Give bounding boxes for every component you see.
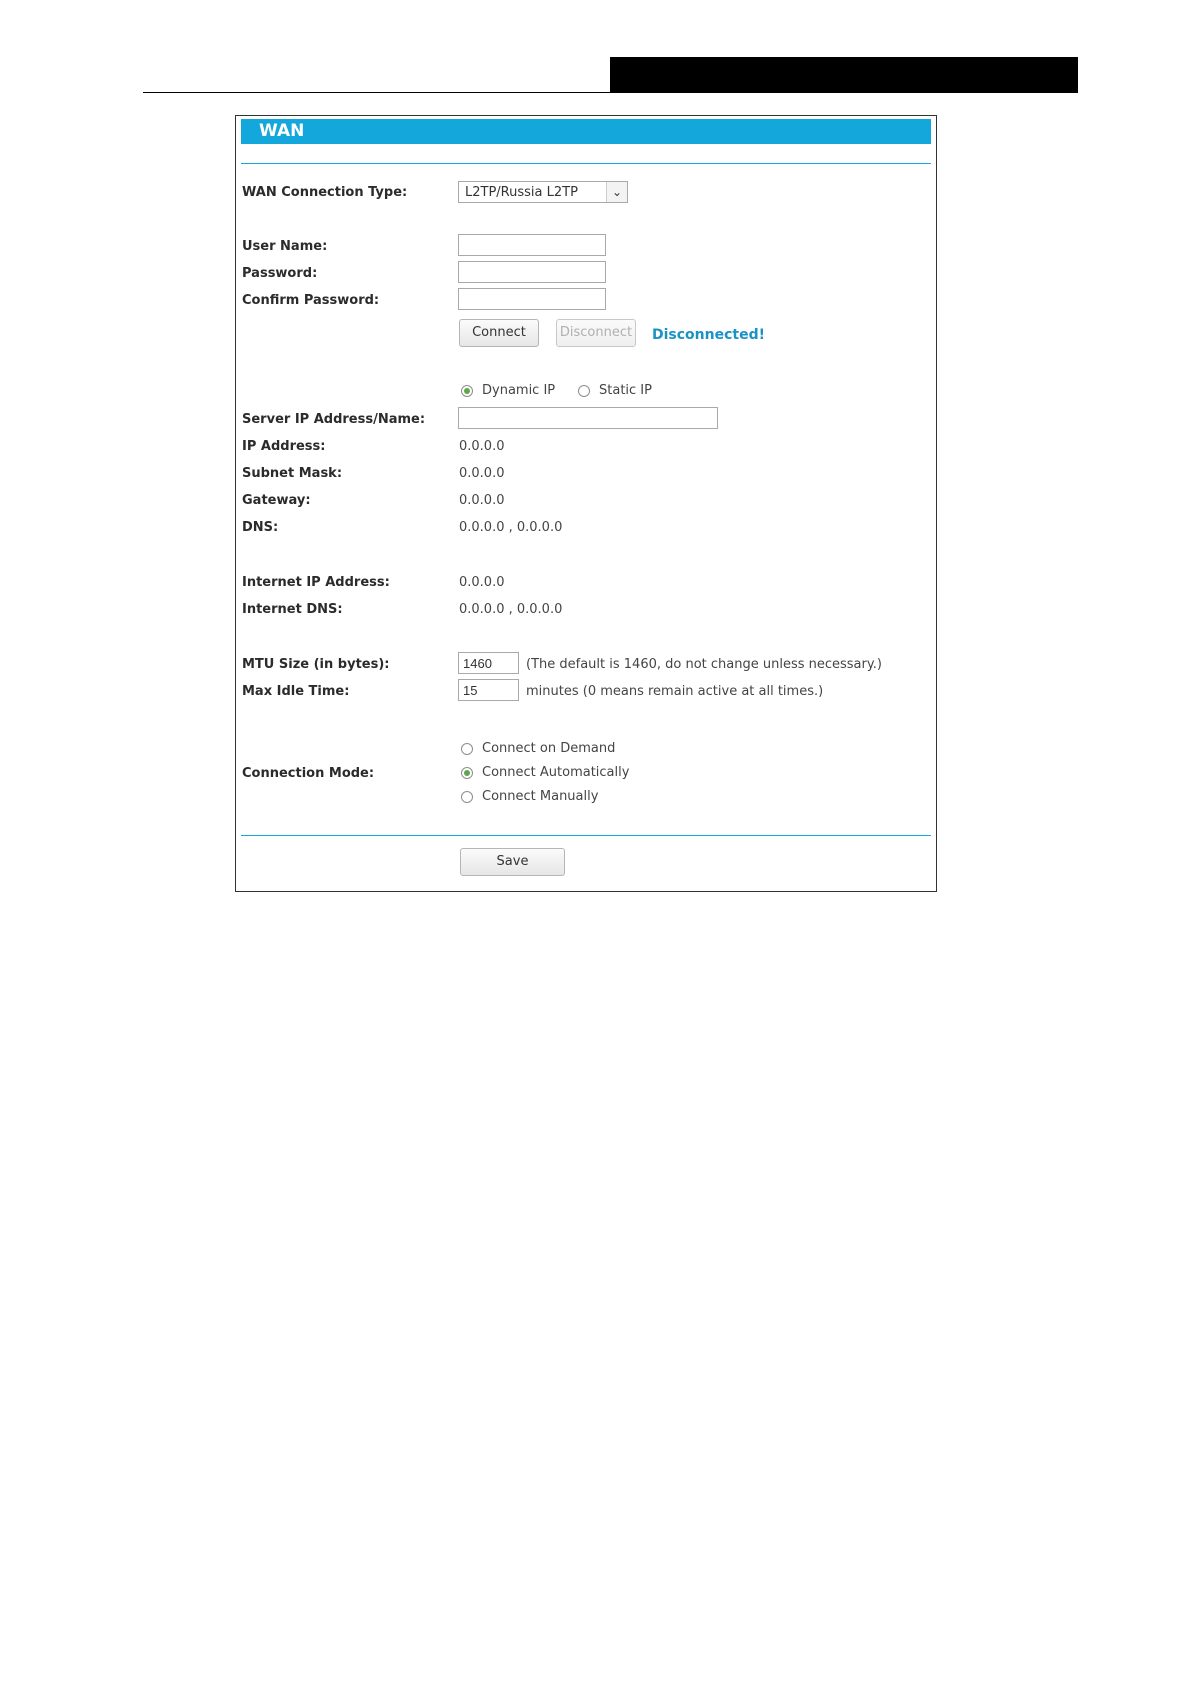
connection-mode-label: Connection Mode:: [242, 766, 375, 781]
connect-automatically-label: Connect Automatically: [482, 765, 630, 780]
password-input[interactable]: [458, 261, 606, 283]
server-input[interactable]: [458, 407, 718, 429]
server-label: Server IP Address/Name:: [242, 412, 426, 427]
disconnect-button[interactable]: Disconnect: [556, 319, 636, 347]
ip-address-label: IP Address:: [242, 439, 326, 454]
gateway-label: Gateway:: [242, 493, 311, 508]
username-input[interactable]: [458, 234, 606, 256]
panel-header: [241, 119, 931, 144]
internet-ip-label: Internet IP Address:: [242, 575, 390, 590]
connect-on-demand-radio[interactable]: [461, 743, 473, 755]
dynamic-ip-radio[interactable]: [461, 385, 473, 397]
connect-manually-label: Connect Manually: [482, 789, 599, 804]
connection-type-select[interactable]: [458, 181, 628, 203]
subnet-mask-label: Subnet Mask:: [242, 466, 343, 481]
chevron-down-icon: ⌄: [606, 182, 627, 202]
connect-manually-radio[interactable]: [461, 791, 473, 803]
panel-title: WAN: [259, 121, 305, 141]
mtu-input[interactable]: [458, 652, 519, 674]
confirm-password-label: Confirm Password:: [242, 293, 380, 308]
connect-button[interactable]: Connect: [459, 319, 539, 347]
wan-settings-panel: [235, 115, 937, 892]
internet-dns-label: Internet DNS:: [242, 602, 343, 617]
ip-address-value: 0.0.0.0: [459, 439, 505, 454]
connection-type-label: WAN Connection Type:: [242, 185, 408, 200]
bottom-divider: [241, 835, 931, 836]
mtu-note: (The default is 1460, do not change unless necessary.): [526, 657, 882, 672]
dynamic-ip-label: Dynamic IP: [482, 383, 556, 398]
dns-value: 0.0.0.0 , 0.0.0.0: [459, 520, 563, 535]
confirm-password-input[interactable]: [458, 288, 606, 310]
top-divider: [241, 163, 931, 164]
static-ip-label: Static IP: [599, 383, 652, 398]
connection-status: Disconnected!: [652, 327, 765, 343]
idle-time-input[interactable]: [458, 679, 519, 701]
password-label: Password:: [242, 266, 318, 281]
idle-time-note: minutes (0 means remain active at all times.): [526, 684, 824, 699]
static-ip-radio[interactable]: [578, 385, 590, 397]
subnet-mask-value: 0.0.0.0: [459, 466, 505, 481]
dns-label: DNS:: [242, 520, 279, 535]
gateway-value: 0.0.0.0: [459, 493, 505, 508]
mtu-label: MTU Size (in bytes):: [242, 657, 390, 672]
connection-type-value: L2TP/Russia L2TP: [465, 185, 578, 200]
username-label: User Name:: [242, 239, 328, 254]
save-button[interactable]: Save: [460, 848, 565, 876]
internet-dns-value: 0.0.0.0 , 0.0.0.0: [459, 602, 563, 617]
connect-on-demand-label: Connect on Demand: [482, 741, 616, 756]
connect-automatically-radio[interactable]: [461, 767, 473, 779]
internet-ip-value: 0.0.0.0: [459, 575, 505, 590]
idle-time-label: Max Idle Time:: [242, 684, 350, 699]
header-bar: [610, 57, 1078, 93]
